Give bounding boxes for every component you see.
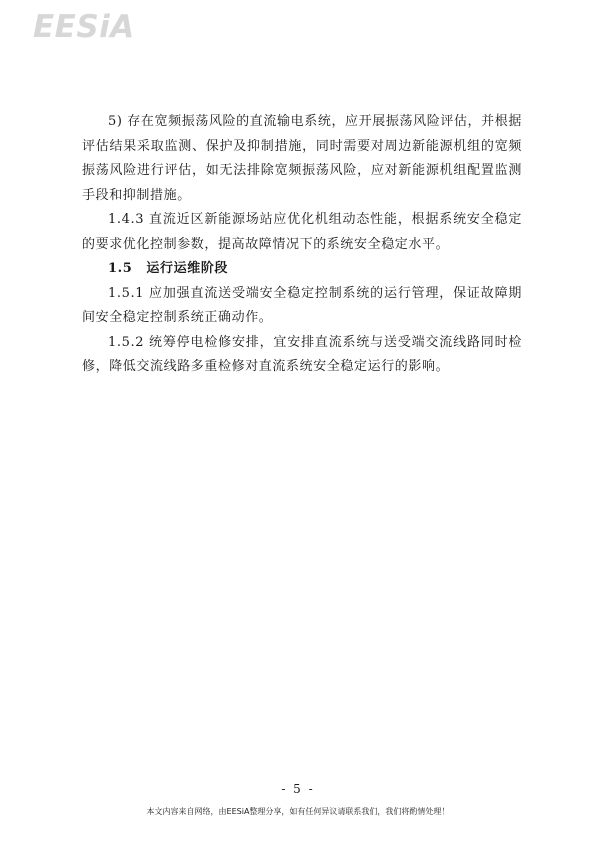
section-heading [82, 257, 522, 282]
page-number: - 5 - [281, 782, 315, 796]
paragraph-1-5-1: 1.5.1 应加强直流送受端安全稳定控制系统的运行管理，保证故障期间安全稳定控制系统正确动作。 [82, 285, 522, 325]
section-number: 1.5 [108, 261, 133, 276]
eesia-logo: EESiA [33, 9, 135, 45]
paragraph-1-5-2: 1.5.2 统筹停电检修安排，宜安排直流系统与送受端交流线路同时检修，降低交流线路多重检修对直流系统安全稳定运行的影响。 [82, 334, 522, 374]
paragraph-1-4-3: 1.4.3 直流近区新能源场站应优化机组动态性能，根据系统安全稳定的要求优化控制参数，提高故障情况下的系统安全稳定水平。 [82, 212, 522, 252]
document-body [82, 110, 522, 380]
footer-notice: 本文内容来自网络，由EESiA整理分享，如有任何异议请联系我们，我们将酌情处理！ [146, 807, 450, 816]
paragraph-item-5: 5) 存在宽频振荡风险的直流输电系统，应开展振荡风险评估，并根据评估结果采取监测、保护及抑制措施，同时需要对周边新能源机组的宽频振荡风险进行评估，如无法排除宽频振荡风险，应对新能源机组配置监测手段和抑制措施。 [82, 114, 522, 203]
section-title: 运行运维阶段 [146, 261, 229, 276]
